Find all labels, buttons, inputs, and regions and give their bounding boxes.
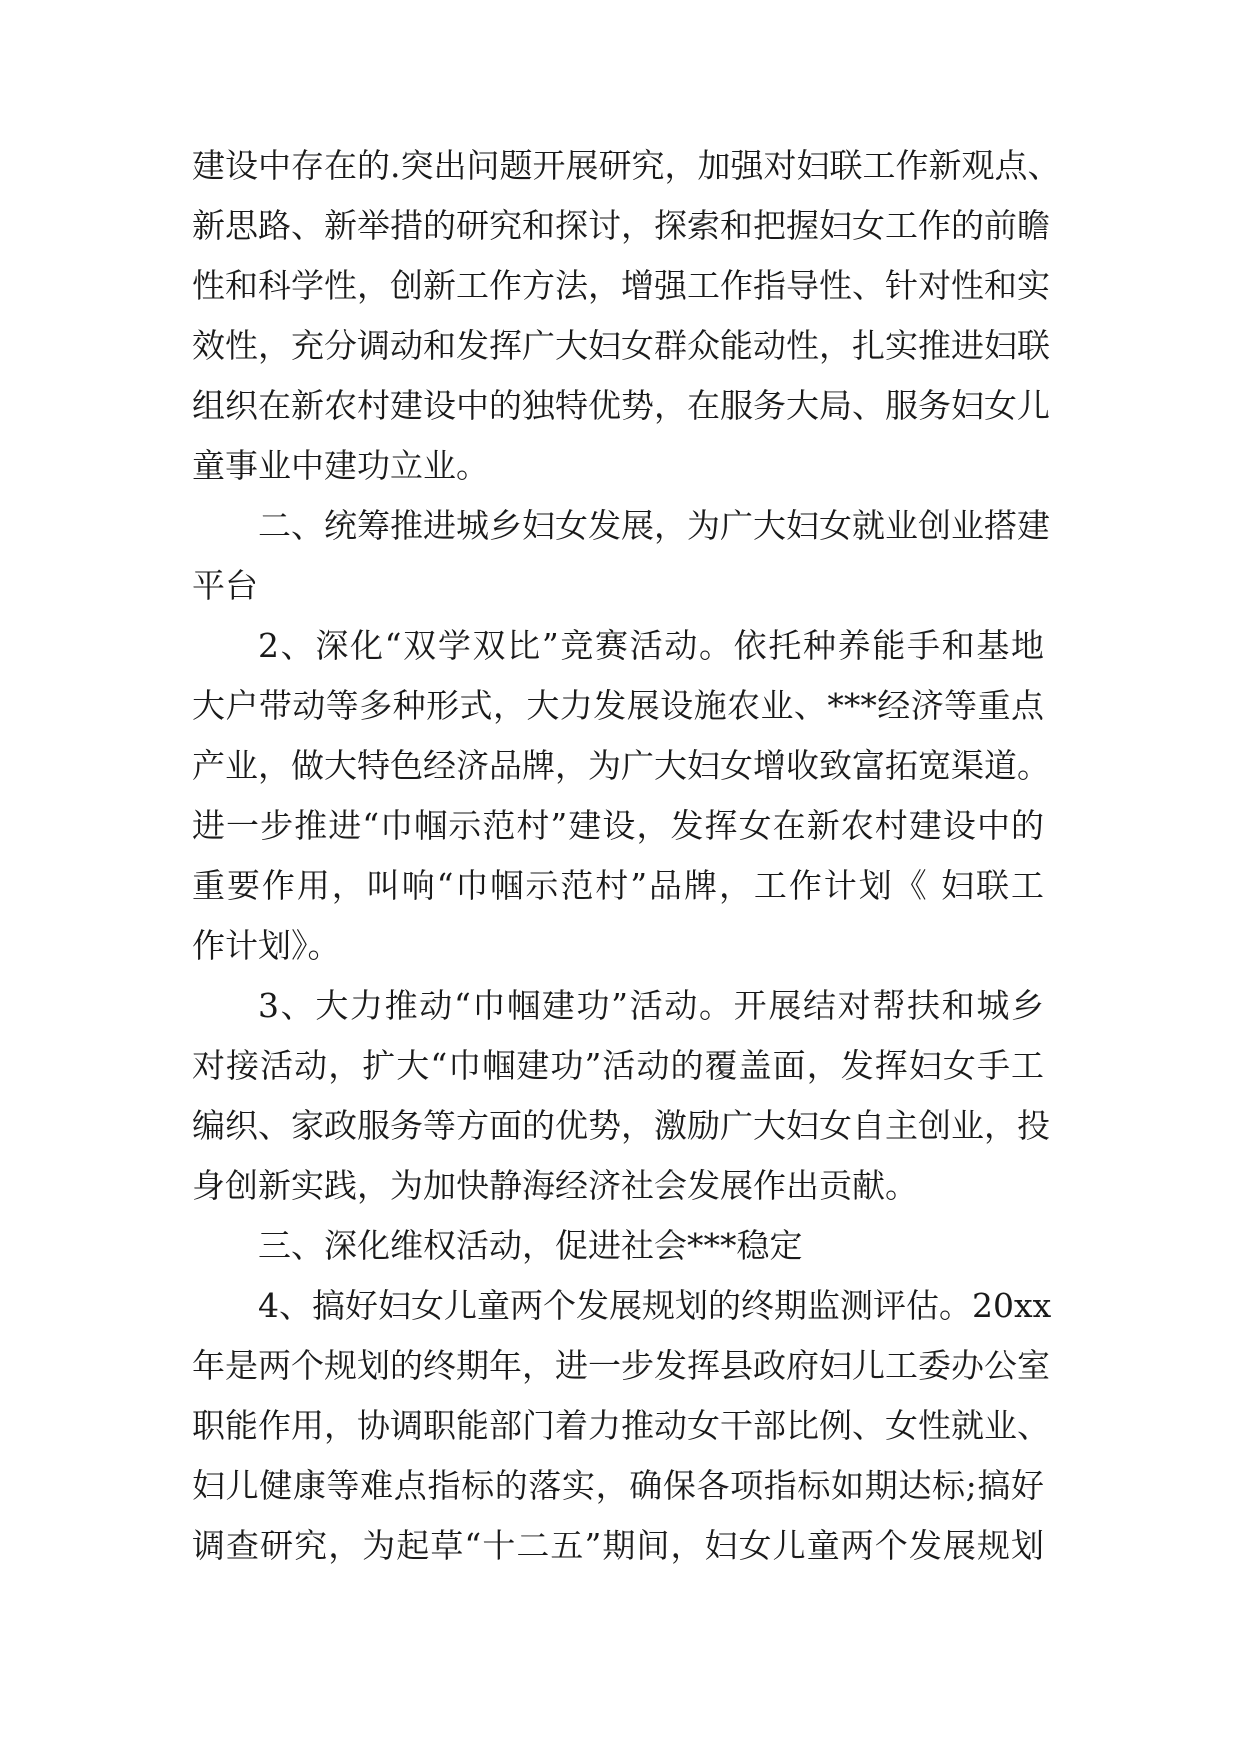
text-line: 产业，做大特色经济品牌，为广大妇女增收致富拓宽渠道。 [192, 746, 1050, 785]
text-line: 4、搞好妇女儿童两个发展规划的终期监测评估。20xx [258, 1286, 1052, 1325]
section-heading: 三、深化维权活动，促进社会***稳定 [258, 1226, 803, 1265]
text-line: 妇儿健康等难点指标的落实，确保各项指标如期达标;搞好 [192, 1466, 1044, 1505]
text-line: 效性，充分调动和发挥广大妇女群众能动性，扎实推进妇联 [192, 326, 1050, 365]
section-heading: 二、统筹推进城乡妇女发展，为广大妇女就业创业搭建 [258, 506, 1050, 545]
text-line: 年是两个规划的终期年，进一步发挥县政府妇儿工委办公室 [192, 1346, 1050, 1385]
text-line: 职能作用，协调职能部门着力推动女干部比例、女性就业、 [192, 1406, 1050, 1445]
text-line: 身创新实践，为加快静海经济社会发展作出贡献。 [192, 1166, 918, 1205]
text-line: 性和科学性，创新工作方法，增强工作指导性、针对性和实 [192, 266, 1050, 305]
text-line: 进一步推进“巾帼示范村”建设，发挥女在新农村建设中的 [192, 806, 1044, 845]
text-line: 大户带动等多种形式，大力发展设施农业、***经济等重点 [192, 686, 1044, 725]
text-line: 重要作用，叫响“巾帼示范村”品牌，工作计划《 妇联工 [192, 866, 1044, 905]
text-line: 童事业中建功立业。 [192, 446, 489, 485]
text-line: 作计划》。 [192, 926, 341, 965]
text-line: 调查研究，为起草“十二五”期间，妇女儿童两个发展规划 [192, 1526, 1044, 1565]
text-line: 3、大力推动“巾帼建功”活动。开展结对帮扶和城乡 [258, 986, 1044, 1025]
text-line: 对接活动，扩大“巾帼建功”活动的覆盖面，发挥妇女手工 [192, 1046, 1044, 1085]
text-line: 2、深化“双学双比”竞赛活动。依托种养能手和基地 [258, 626, 1044, 665]
text-line: 建设中存在的.突出问题开展研究，加强对妇联工作新观点、 [192, 146, 1061, 185]
text-line: 编织、家政服务等方面的优势，激励广大妇女自主创业，投 [192, 1106, 1050, 1145]
text-line: 组织在新农村建设中的独特优势，在服务大局、服务妇女儿 [192, 386, 1050, 425]
text-line: 新思路、新举措的研究和探讨，探索和把握妇女工作的前瞻 [192, 206, 1050, 245]
section-heading-continued: 平台 [192, 566, 258, 605]
